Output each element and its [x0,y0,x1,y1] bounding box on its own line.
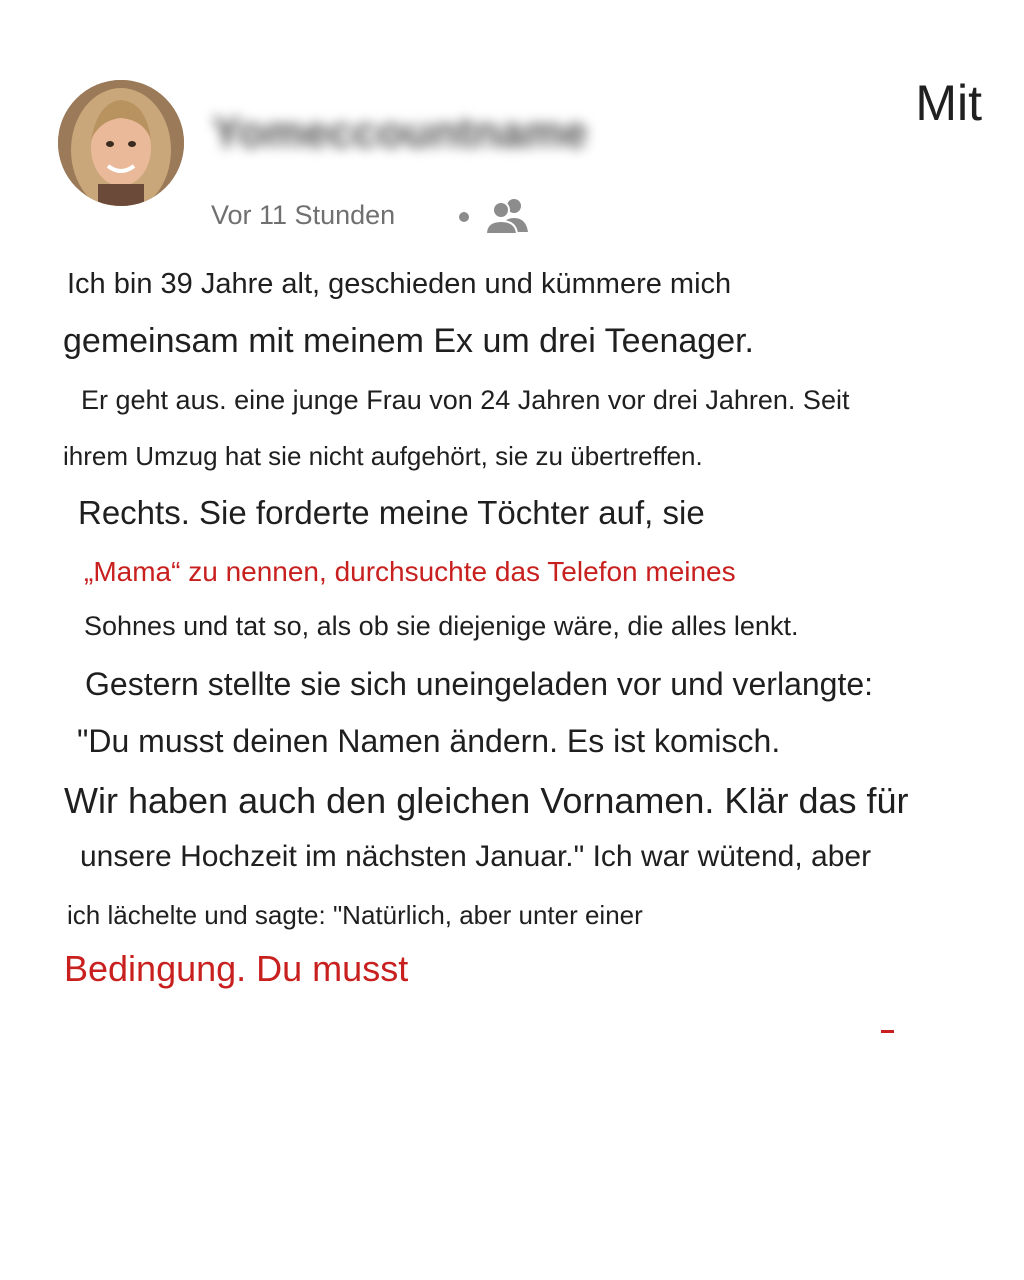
avatar-photo [58,80,184,206]
post-line: "Du musst deinen Namen ändern. Es ist komisch. [77,723,781,759]
post-line: Sohnes und tat so, als ob sie diejenige wäre, die alles lenkt. [84,611,799,641]
post-line: Wir haben auch den gleichen Vornamen. Klär das für [64,780,909,821]
follow-button[interactable]: Mit [915,75,982,131]
account-name[interactable]: Yomeccountname [212,108,588,157]
post-line: Bedingung. Du musst [64,948,409,989]
post-line: unsere Hochzeit im nächsten Januar." Ich war wütend, aber [80,840,872,873]
post-timestamp: Vor 11 Stunden [211,200,396,230]
post-line: ihrem Umzug hat sie nicht aufgehört, sie zu übertreffen. [63,441,703,471]
post-line: ich lächelte und sagte: "Natürlich, aber unter einer [67,900,643,930]
separator-dot [459,212,469,222]
post-line: Er geht aus. eine junge Frau von 24 Jahren vor drei Jahren. Seit [81,385,850,415]
post-line: gemeinsam mit meinem Ex um drei Teenager. [63,322,755,360]
post-line: Rechts. Sie forderte meine Töchter auf, sie [78,494,705,531]
avatar[interactable] [58,80,184,206]
friends-icon [484,196,530,236]
red-mark [881,1030,894,1033]
post-line: Gestern stellte sie sich uneingeladen vor und verlangte: [85,666,874,702]
post-line: „Mama“ zu nennen, durchsuchte das Telefon meines [84,556,736,587]
post-line: Ich bin 39 Jahre alt, geschieden und kümmere mich [67,268,732,300]
